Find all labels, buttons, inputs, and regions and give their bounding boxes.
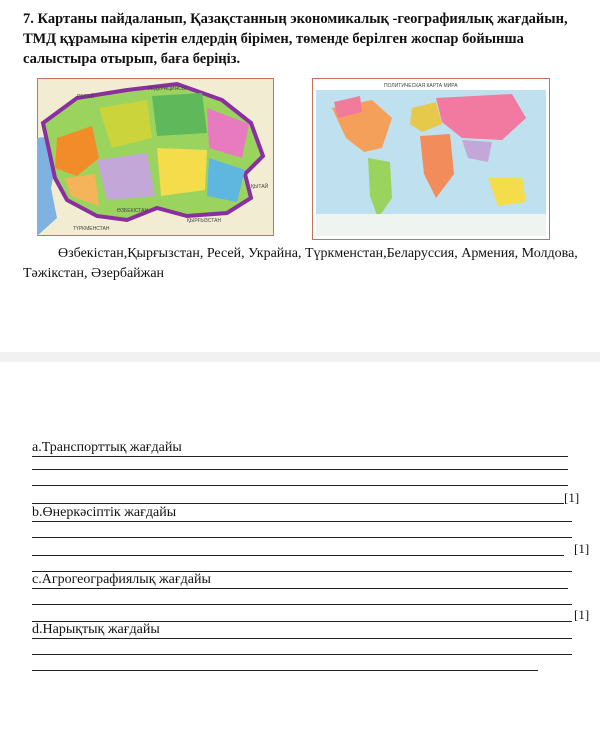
plan-a-label: a.Транспорттық жағдайы (32, 440, 182, 455)
task-title: 7. Картаны пайдаланып, Қазақстанның экономикалық -географиялық жағдайын, ТМД құрамына кіретін елдердің бірімен, төменде берілген жоспар бойынша салыстыра отырып, баға беріңіз. (23, 11, 568, 67)
answer-line[interactable] (32, 502, 564, 504)
answer-line[interactable] (32, 669, 538, 671)
score-mark: [1] (574, 607, 590, 622)
world-political-map (312, 78, 550, 240)
score-mark: [1] (574, 541, 590, 556)
map-label-russia: РЕСЕЙ (77, 94, 95, 100)
map-label-federation: ФЕДЕРАЦИЯСЫ (147, 86, 187, 92)
plan-d-label: d.Нарықтық жағдайы (32, 622, 160, 637)
map-label-turkmenistan: ТҮРКМЕНСТАН (73, 226, 110, 232)
answer-line[interactable] (32, 603, 572, 605)
map-label-china: ҚЫТАЙ (251, 184, 269, 190)
countries-list: Өзбекістан,Қырғызстан, Ресей, Украйна, Түркменстан,Беларуссия, Армения, Молдова, Тәжікстан, Әзербайжан (23, 246, 578, 281)
plan-b-label: b.Өнеркәсіптік жағдайы (32, 505, 177, 520)
map-label-uzbekistan: ӨЗБЕКІСТАН (117, 208, 149, 214)
score-mark: [1] (564, 490, 580, 505)
world-map-title: ПОЛИТИЧЕСКАЯ КАРТА МИРА (384, 83, 458, 89)
map-label-kyrgyzstan: ҚЫРҒЫЗСТАН (187, 218, 222, 224)
answer-line[interactable] (32, 484, 568, 486)
answer-line[interactable] (32, 653, 572, 655)
plan-c-label: c.Агрогеографиялық жағдайы (32, 572, 211, 587)
answer-line[interactable] (32, 468, 568, 470)
answer-line[interactable] (32, 554, 564, 556)
section-divider (0, 352, 600, 362)
kazakhstan-map (37, 78, 274, 236)
answer-line[interactable] (32, 536, 572, 538)
